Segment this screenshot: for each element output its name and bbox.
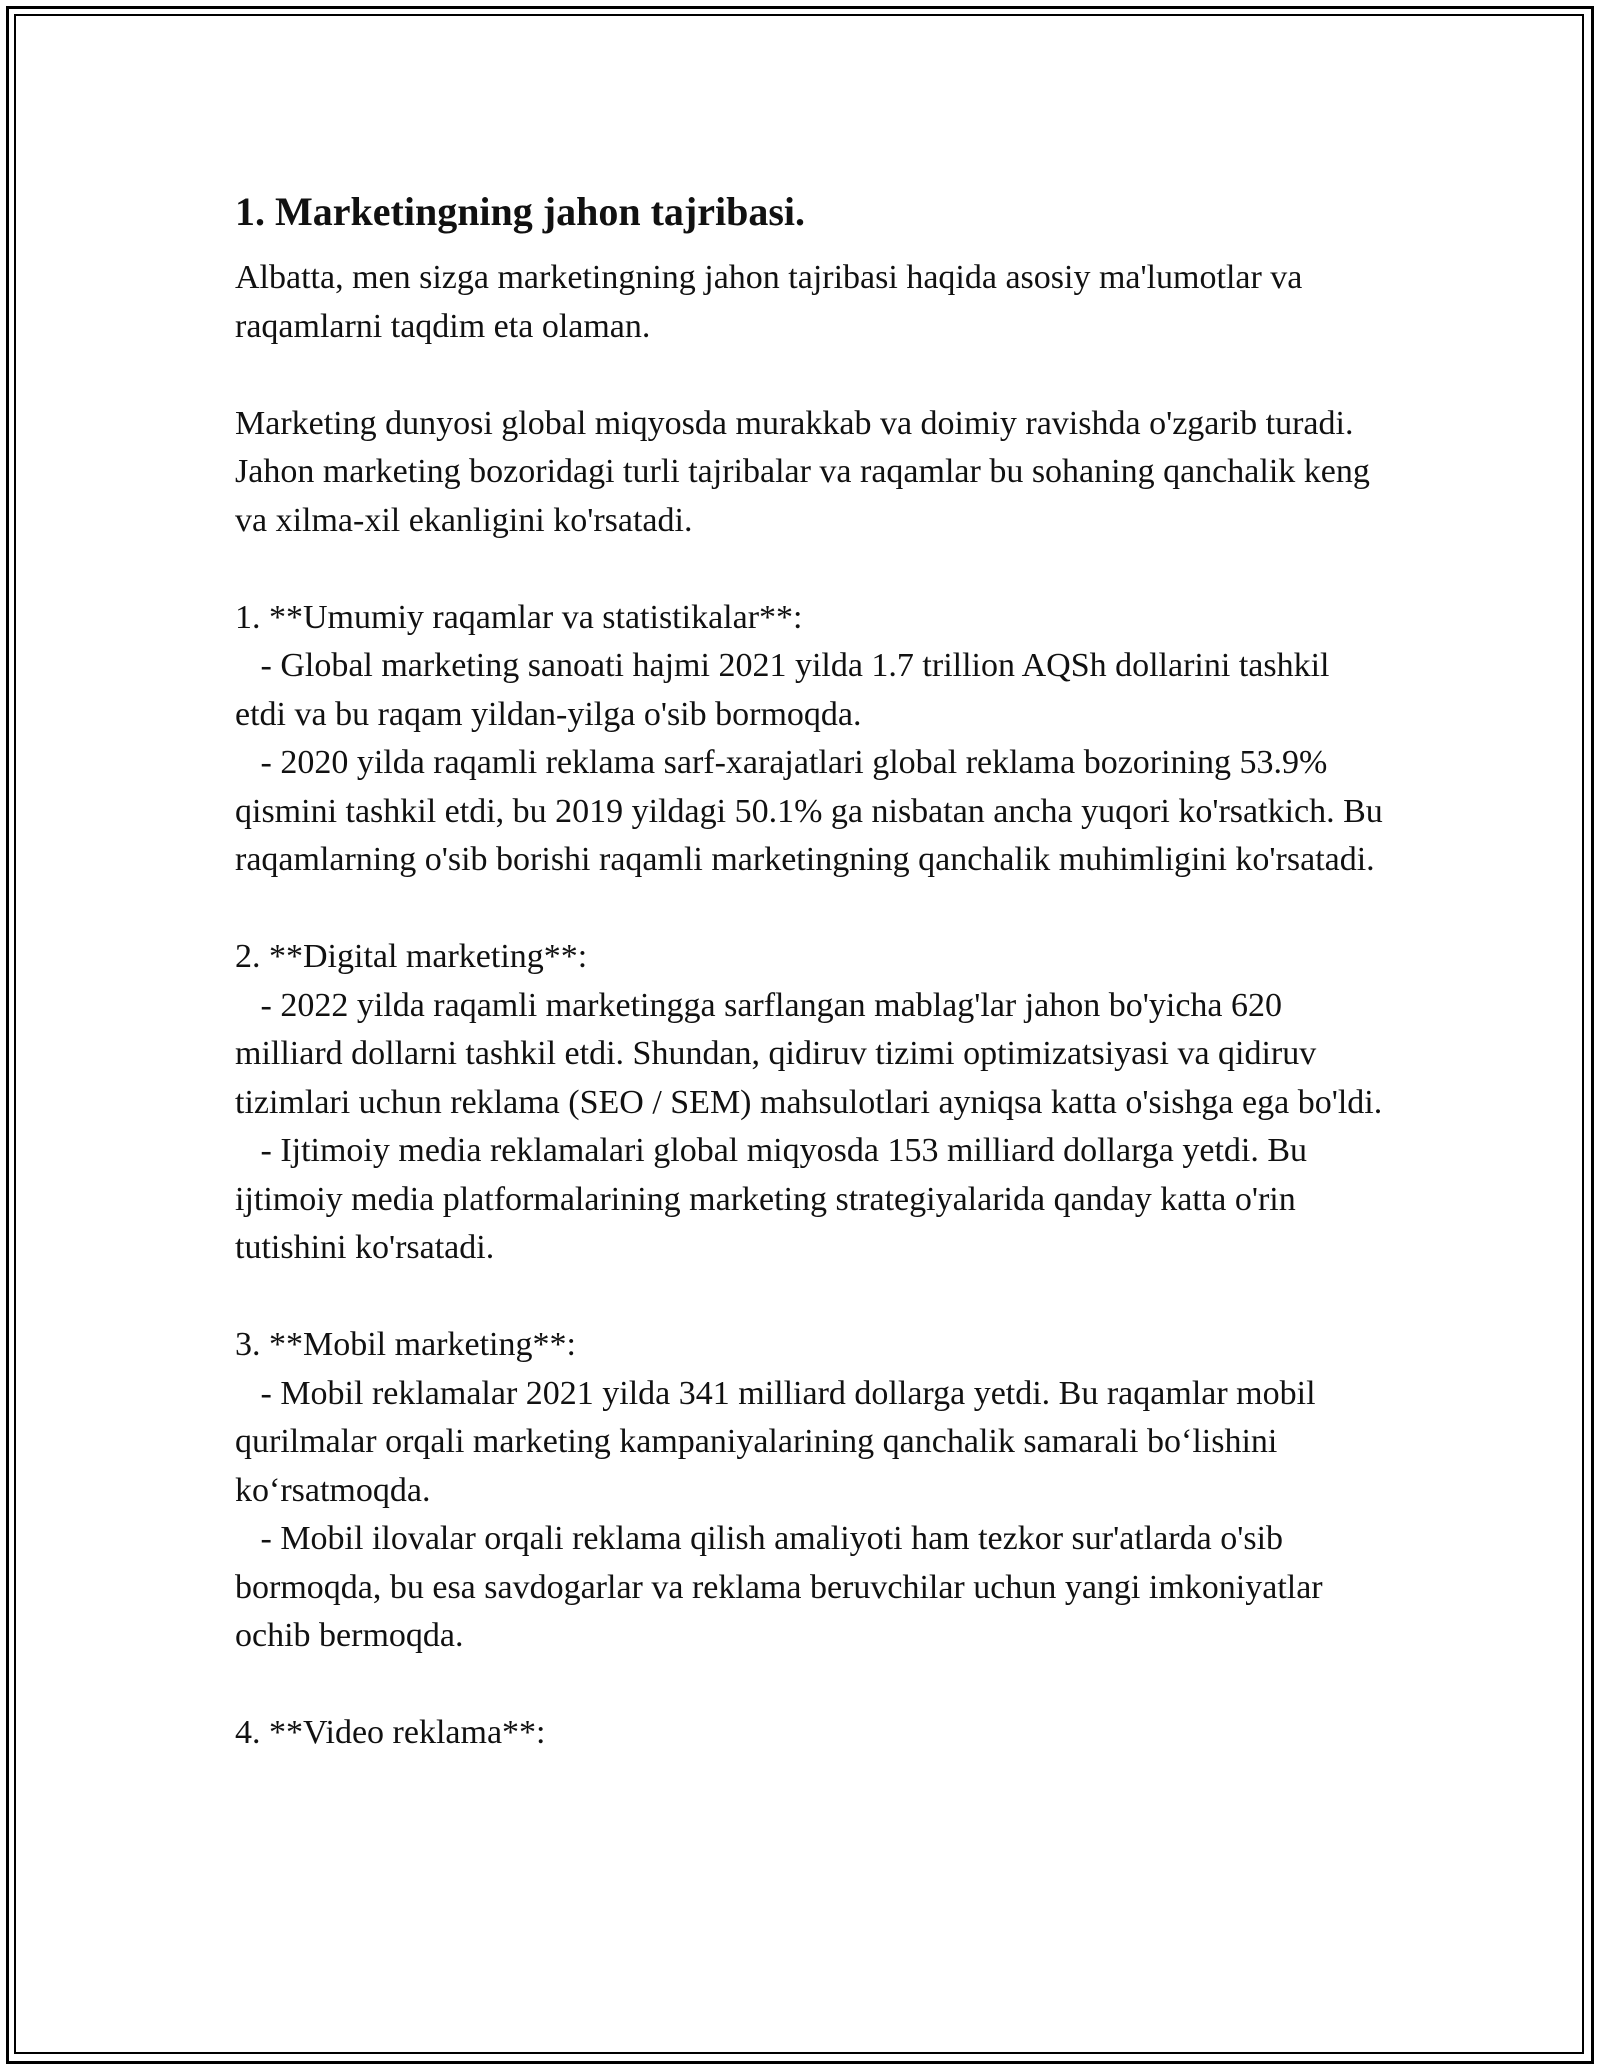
section-title: 4. **Video reklama**:: [235, 1714, 546, 1751]
bullet-item: - Ijtimoiy media reklamalari global miqyosda 153 milliard dollarga yetdi. Bu ijtimoiy media platformalarining marketing strategiyalarida qanday katta o'rin tutishini ko'rsatadi.: [235, 1132, 1316, 1266]
bullet-item: - Global marketing sanoati hajmi 2021 yilda 1.7 trillion AQSh dollarini tashkil etdi va bu raqam yildan-yilga o'sib bormoqda.: [235, 647, 1338, 733]
section-mobile-marketing: [235, 1321, 1385, 1661]
bullet-item: - 2020 yilda raqamli reklama sarf-xarajatlari global reklama bozorining 53.9% qismini tashkil etdi, bu 2019 yildagi 50.1% ga nisbatan ancha yuqori ko'rsatkich. Bu raqamlarning o'sib borishi raqamli marketingning qanchalik muhimligini ko'rsatadi.: [235, 744, 1392, 878]
section-title: 3. **Mobil marketing**:: [235, 1326, 576, 1363]
bullet-item: - 2022 yilda raqamli marketingga sarflangan mablag'lar jahon bo'yicha 620 milliard dollarni tashkil etdi. Shundan, qidiruv tizimi optimizatsiyasi va qidiruv tizimlari uchun reklama (SEO / SEM) mahsulotlari ayniqsa katta o'sishga ega bo'ldi.: [235, 986, 1383, 1121]
bullet-item: - Mobil ilovalar orqali reklama qilish amaliyoti ham tezkor sur'atlarda o'sib bormoqda, bu esa savdogarlar va reklama beruvchilar uchun yangi imkoniyatlar ochib bermoqda.: [235, 1520, 1332, 1654]
section-video-advertising: [235, 1709, 1385, 1758]
document-body: [235, 184, 1392, 1758]
section-digital-marketing: [235, 933, 1385, 1273]
intro-paragraph: Albatta, men sizga marketingning jahon tajribasi haqida asosiy ma'lumotlar va raqamlarni taqdim eta olaman.: [235, 259, 1303, 345]
intro-paragraph: Marketing dunyosi global miqyosda murakkab va doimiy ravishda o'zgarib turadi. Jahon marketing bozoridagi turli tajribalar va raqamlar bu sohaning qanchalik keng va xilma-xil ekanligini ko'rsatadi.: [235, 404, 1370, 539]
document-heading: 1. Marketingning jahon tajribasi.: [235, 189, 806, 234]
bullet-item: - Mobil reklamalar 2021 yilda 341 milliard dollarga yetdi. Bu raqamlar mobil qurilmalar orqali marketing kampaniyalarining qanchalik samarali bo‘lishini ko‘rsatmoqda.: [235, 1374, 1325, 1509]
section-general-statistics: [235, 594, 1392, 885]
section-title: 1. **Umumiy raqamlar va statistikalar**:: [235, 598, 803, 636]
section-title: 2. **Digital marketing**:: [235, 938, 588, 975]
